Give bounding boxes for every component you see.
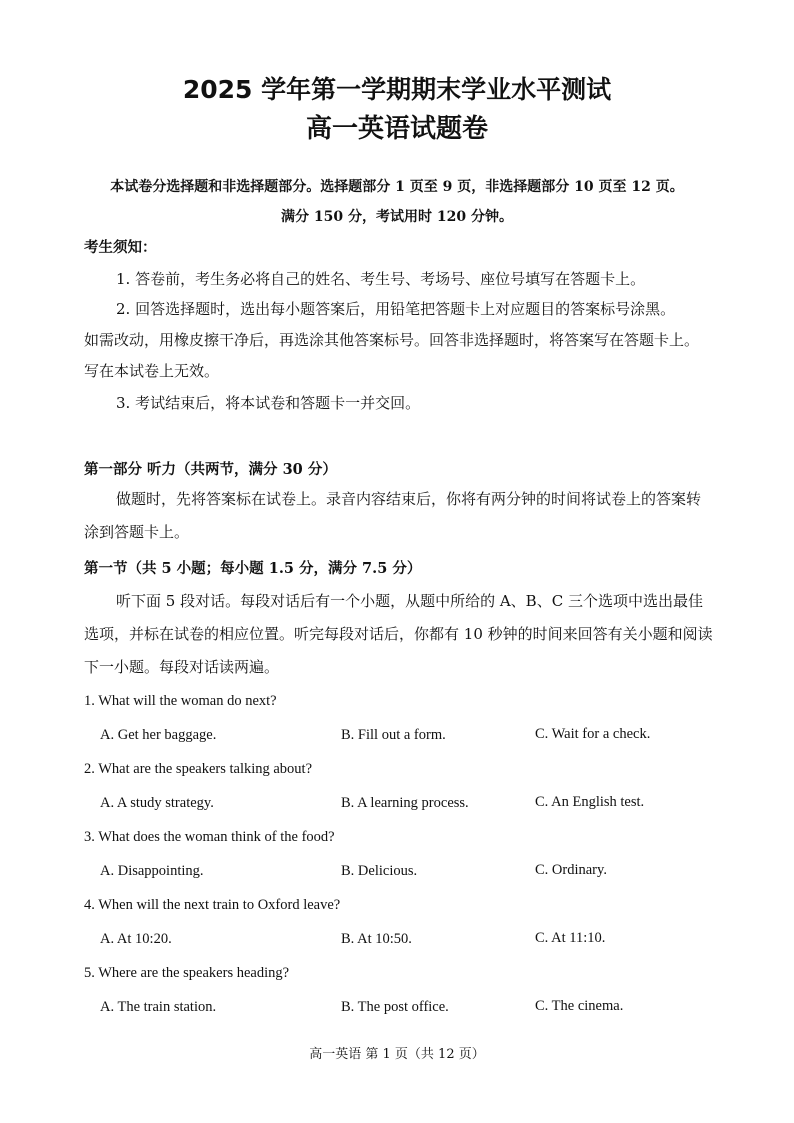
question-4-stem: 4. When will the next train to Oxford leave?	[84, 897, 341, 913]
instructions-heading: 考生须知：	[84, 239, 157, 256]
question-1-option-a: A. Get her baggage.	[100, 727, 217, 743]
question-2-option-c: C. An English test.	[535, 794, 645, 810]
question-1-option-b: B. Fill out a form.	[341, 727, 446, 743]
section1-heading: 第一节（共 5 小题；每小题 1.5 分，满分 7.5 分）	[84, 560, 422, 577]
score-time-note: 满分 150 分，考试用时 120 分钟。	[281, 209, 513, 225]
question-2-stem: 2. What are the speakers talking about?	[84, 761, 313, 777]
question-5-option-b: B. The post office.	[341, 999, 449, 1015]
section1-desc-line-3: 下一小题。每段对话读两遍。	[84, 658, 280, 676]
exam-subtitle: 高一英语试题卷	[305, 114, 488, 144]
section1-desc-line-1: 听下面 5 段对话。每段对话后有一个小题，从题中所给的 A、B、C 三个选项中选出最佳	[116, 592, 703, 610]
part1-desc-line-1: 做题时，先将答案标在试卷上。录音内容结束后，你将有两分钟的时间将试卷上的答案转	[116, 490, 702, 508]
question-1-option-c: C. Wait for a check.	[535, 726, 651, 742]
section1-desc-line-2: 选项，并标在试卷的相应位置。听完每段对话后，你都有 10 秒钟的时间来回答有关小题和阅读	[84, 625, 713, 643]
instruction-item-2-line-2: 如需改动，用橡皮擦干净后，再选涂其他答案标号。回答非选择题时，将答案写在答题卡上。	[84, 331, 700, 349]
instruction-item-2-line-1: 2. 回答选择题时，选出每小题答案后，用铅笔把答题卡上对应题目的答案标号涂黑。	[116, 300, 676, 318]
instruction-item-3: 3. 考试结束后，将本试卷和答题卡一并交回。	[116, 394, 421, 412]
question-1-stem: 1. What will the woman do next?	[84, 693, 277, 709]
question-5-option-c: C. The cinema.	[535, 998, 624, 1014]
question-3-option-b: B. Delicious.	[341, 863, 418, 879]
question-4-option-a: A. At 10:20.	[100, 931, 172, 947]
instruction-item-1: 1. 答卷前，考生务必将自己的姓名、考生号、考场号、座位号填写在答题卡上。	[116, 270, 646, 288]
question-3-option-a: A. Disappointing.	[100, 863, 204, 879]
exam-title: 2025 学年第一学期期末学业水平测试	[182, 75, 612, 104]
question-3-option-c: C. Ordinary.	[535, 862, 607, 878]
question-2-option-a: A. A study strategy.	[100, 795, 214, 811]
question-5-option-a: A. The train station.	[100, 999, 217, 1015]
instruction-item-2-line-3: 写在本试卷上无效。	[84, 362, 220, 380]
question-4-option-c: C. At 11:10.	[535, 930, 606, 946]
question-4-option-b: B. At 10:50.	[341, 931, 412, 947]
question-3-stem: 3. What does the woman think of the food?	[84, 829, 335, 845]
paper-structure-note: 本试卷分选择题和非选择题部分。选择题部分 1 页至 9 页，非选择题部分 10 页至 12 页。	[110, 179, 684, 195]
question-5-stem: 5. Where are the speakers heading?	[84, 965, 290, 981]
question-2-option-b: B. A learning process.	[341, 795, 469, 811]
part1-desc-line-2: 涂到答题卡上。	[84, 523, 190, 541]
page-footer: 高一英语 第 1 页（共 12 页）	[309, 1047, 485, 1062]
part1-heading: 第一部分 听力（共两节，满分 30 分）	[84, 461, 337, 478]
